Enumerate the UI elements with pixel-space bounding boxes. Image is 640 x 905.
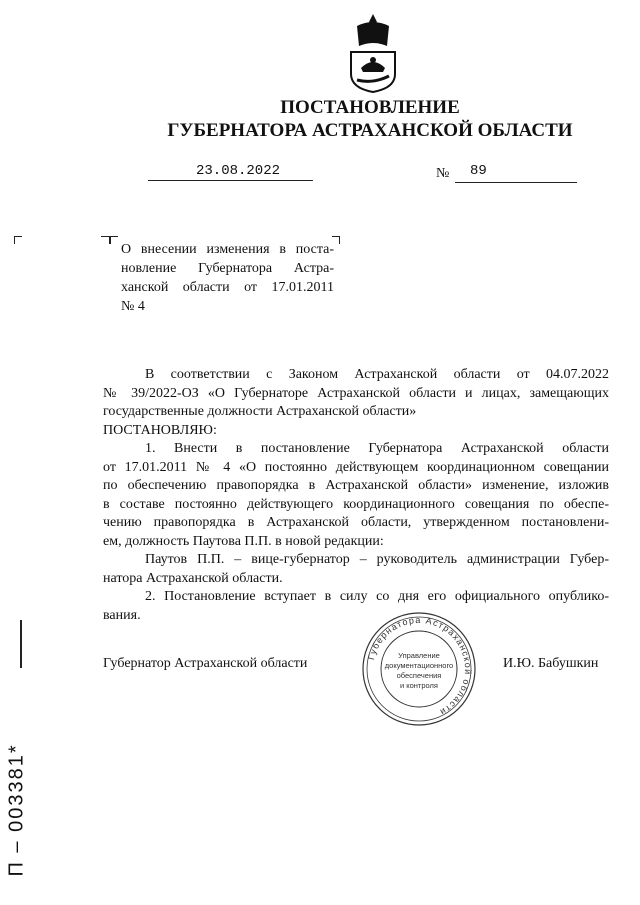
document-date: 23.08.2022 — [195, 163, 280, 179]
document-body — [103, 366, 609, 625]
registration-code: П – 003381* — [5, 743, 28, 877]
seal-ring-text: Губернатора Астраханской области — [365, 614, 474, 718]
number-underline — [455, 182, 577, 183]
subject-line: № 4 — [121, 299, 145, 314]
corner-mark-subject-left2 — [110, 236, 118, 244]
seal-center-line: документационного — [384, 661, 454, 670]
body-line: № 39/2022-ОЗ «О Губернаторе Астраханской области и лицах, замещающих — [103, 385, 609, 401]
body-line: 2. Постановление вступает в силу со дня его официального опублико- — [145, 589, 609, 604]
preamble-paragraph — [103, 366, 609, 422]
item-1-new-wording — [103, 551, 609, 588]
item-2-paragraph — [103, 588, 609, 625]
subject-line: О внесении изменения в поста- — [121, 242, 334, 257]
body-line: вания. — [103, 607, 141, 623]
body-line: Паутов П.П. – вице-губернатор – руководитель администрации Губер- — [145, 552, 609, 567]
body-line: натора Астраханской области. — [103, 570, 283, 586]
seal-center-line: обеспечения — [396, 671, 442, 680]
coat-of-arms-emblem — [343, 12, 403, 94]
body-line: ем, должность Паутова П.П. в новой редакции: — [103, 533, 384, 549]
body-line: в составе постоянно действующего координационного совещания по обеспе- — [103, 496, 609, 512]
decree-word: ПОСТАНОВЛЯЮ: — [103, 422, 217, 438]
item-1-paragraph — [103, 440, 609, 551]
body-line: государственные должности Астраханской области» — [103, 404, 417, 419]
corner-mark-subject-left — [101, 236, 110, 244]
document-number: 89 — [470, 163, 487, 179]
body-line: В соответствии с Законом Астраханской области от 04.07.2022 — [145, 367, 609, 382]
subject-line: новление Губернатора Астра- — [121, 261, 334, 276]
body-line: чению правопорядка в Астраханской области, утвержденном постановлени- — [103, 515, 609, 530]
seal-center-line: и контроля — [399, 681, 439, 690]
document-issuer: ГУБЕРНАТОРА АСТРАХАНСКОЙ ОБЛАСТИ — [167, 120, 573, 141]
signatory-name: И.Ю. Бабушкин — [503, 656, 599, 671]
body-line: от 17.01.2011 № 4 «О постоянно действующем координационном совещании — [103, 459, 609, 475]
date-underline — [148, 180, 313, 181]
document-title: ПОСТАНОВЛЕНИЕ — [280, 97, 460, 118]
office-seal-stamp — [360, 610, 478, 728]
seal-center-line: Управление — [398, 651, 440, 660]
registration-bar — [20, 620, 22, 668]
body-line: 1. Внести в постановление Губернатора Астраханской области — [145, 441, 609, 456]
signatory-position: Губернатор Астраханской области — [103, 656, 308, 671]
subject-line: ханской области от 17.01.2011 — [121, 280, 334, 295]
document-subject — [121, 240, 334, 316]
body-line: по обеспечению правопорядка в Астраханской области» изменение, изложив — [103, 478, 609, 493]
number-sign: № — [436, 166, 450, 181]
corner-mark-left — [14, 236, 22, 244]
